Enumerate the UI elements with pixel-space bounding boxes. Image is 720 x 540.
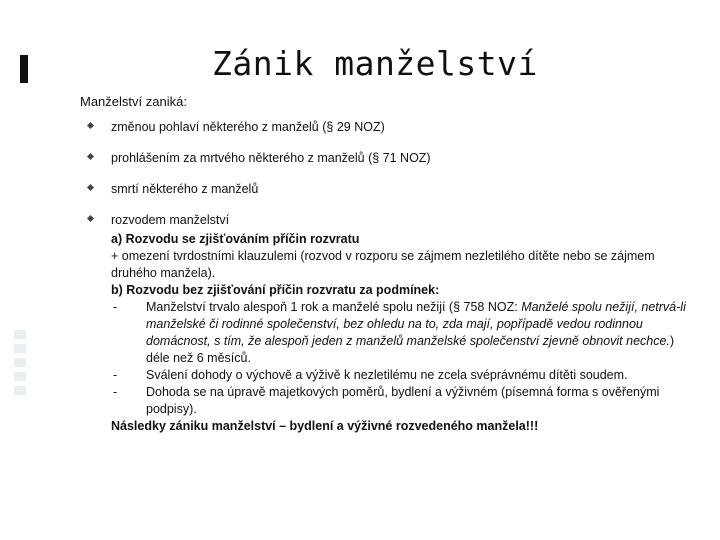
page-title: Zánik manželství	[212, 44, 538, 83]
condition-item	[111, 299, 688, 367]
bullet-icon	[87, 153, 94, 160]
title-accent-bar	[20, 55, 28, 83]
bullet-icon	[87, 215, 94, 222]
list-item-text: smrtí některého z manželů	[111, 182, 259, 196]
dash-marker: -	[113, 300, 118, 314]
condition-text: Manželství trvalo alespoň 1 rok a manželé spolu nežijí (§ 758 NOZ:	[146, 300, 522, 314]
bullet-icon	[87, 184, 94, 191]
bullet-icon	[87, 122, 94, 129]
consequences-text: Následky zániku manželství – bydlení a výživné rozvedeného manžela!!!	[111, 419, 539, 433]
side-decoration	[14, 330, 26, 410]
divorce-type-b-heading: b) Rozvodu bez zjišťování příčin rozvratu za podmínek:	[111, 283, 440, 297]
condition-text: Sválení dohody o výchově a výživě k nezletilému ne zcela svéprávnému dítěti soudem.	[146, 368, 628, 382]
divorce-details	[111, 231, 688, 435]
list-item	[88, 211, 688, 435]
condition-quote: Manželé spolu nežijí, netrvá-li manželské či rodinné společenství, bez ohledu na to, zda mají, popřípadě vedou rodinnou domácnost, s tím, že alespoň jeden z manželů manželské společenství zjevně obnovit nechce.	[146, 300, 686, 348]
list-item-text: rozvodem manželství	[111, 213, 230, 227]
list-item	[88, 118, 688, 136]
intro-text: Manželství zaniká:	[80, 94, 187, 109]
divorce-type-a-heading: a) Rozvodu se zjišťováním příčin rozvratu	[111, 232, 360, 246]
list-item-text: změnou pohlaví některého z manželů (§ 29 NOZ)	[111, 120, 385, 134]
list-item-text: prohlášením za mrtvého některého z manželů (§ 71 NOZ)	[111, 151, 431, 165]
condition-text: Dohoda se na úpravě majetkových poměrů, bydlení a výživném (písemná forma s ověřenými podpisy).	[146, 385, 660, 416]
dash-marker: -	[113, 385, 118, 399]
condition-item	[111, 384, 688, 418]
divorce-type-a-text: + omezení tvrdostními klauzulemi (rozvod v rozporu se zájmem nezletilého dítěte nebo se zájmem druhého manžela).	[111, 249, 655, 280]
condition-text-end: ) déle než 6 měsíců.	[146, 334, 675, 365]
dash-marker: -	[113, 368, 118, 382]
list-item	[88, 180, 688, 198]
condition-item	[111, 367, 688, 384]
termination-list	[88, 118, 688, 448]
list-item	[88, 149, 688, 167]
